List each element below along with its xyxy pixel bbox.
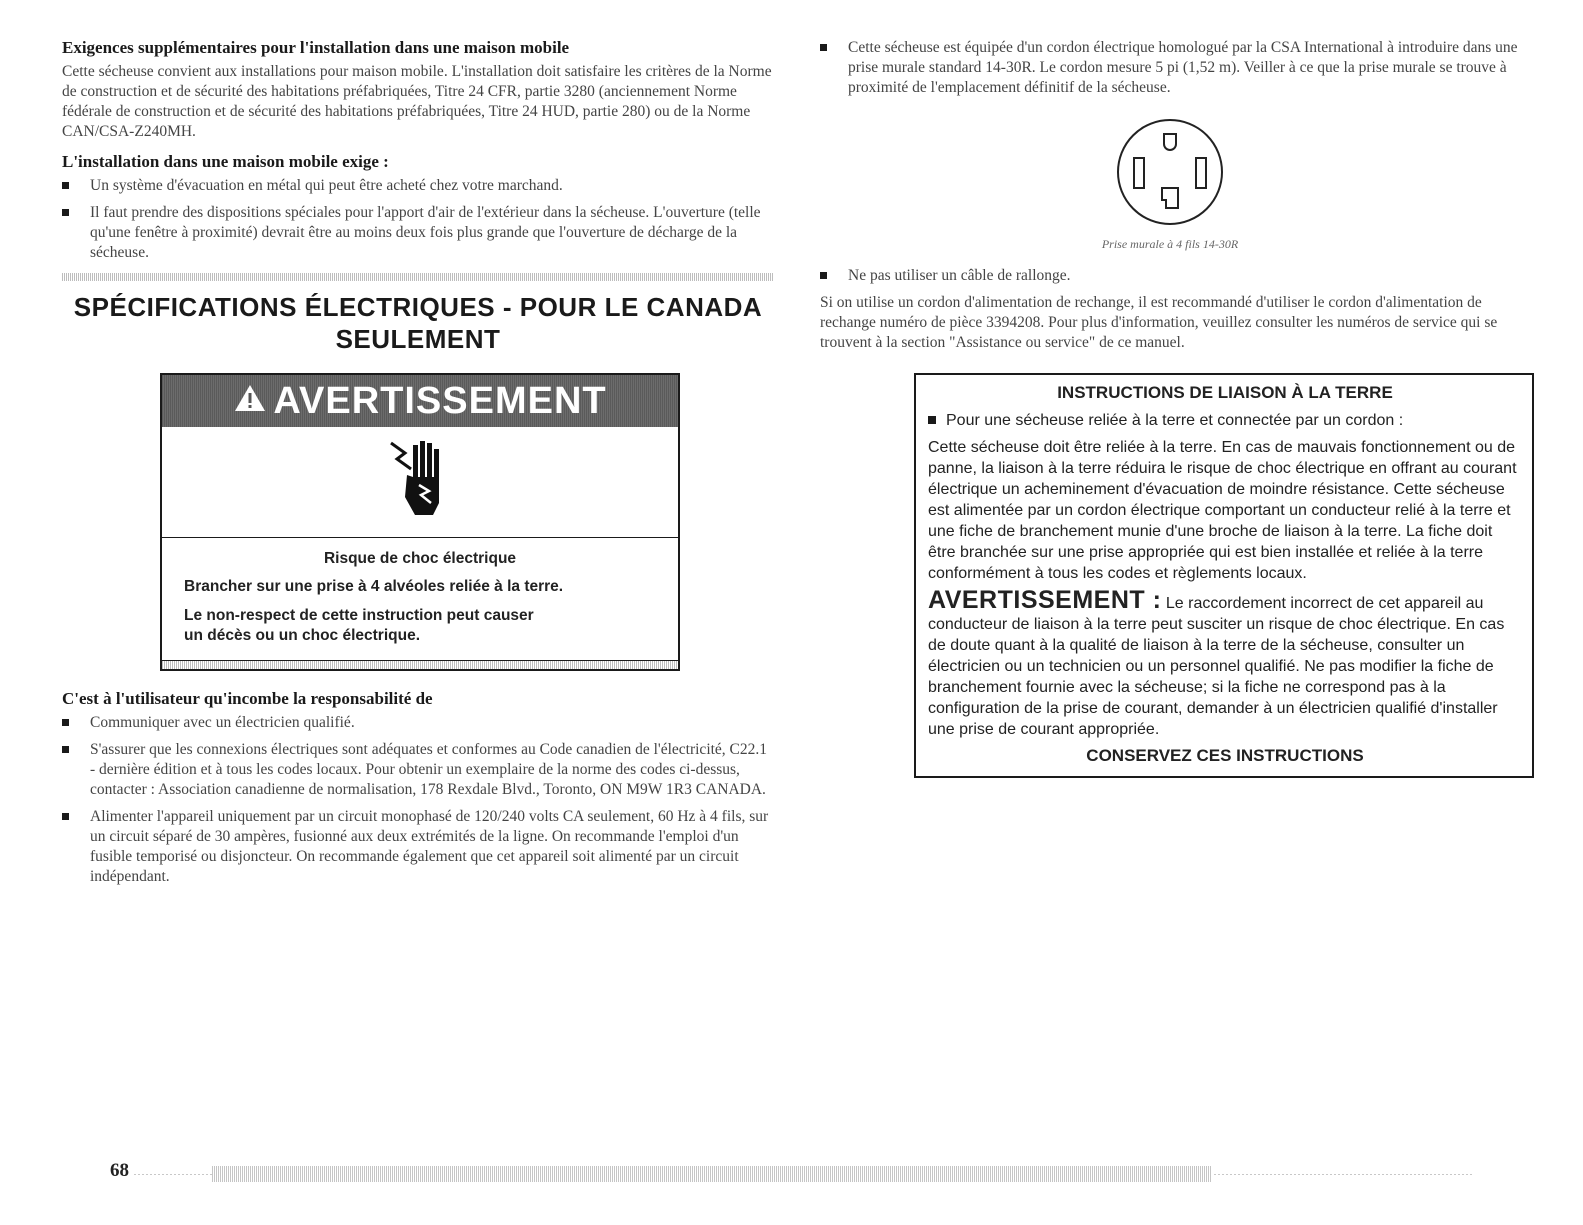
responsibility-title: C'est à l'utilisateur qu'incombe la responsabilité de [62,689,433,708]
outlet-caption: Prise murale à 4 fils 14-30R [1101,237,1239,251]
outlet-diagram-icon [820,116,1520,233]
cord-list [820,38,1520,98]
warning-header: AVERTISSEMENT [162,375,678,427]
section-divider [62,273,774,281]
list-item: Alimenter l'appareil uniquement par un circuit monophasé de 120/240 volts CA seulement, 60 Hz à 4 fils, sur un circuit séparé de 30 ampères, fusionné aux deux extrémités de la ligne. On recommande l'emploi d'un fusible temporisé ou disjoncteur. On recommande également que cet appareil soit alimenté par un circuit indépendant. [62,807,774,887]
mobile-requires-title: L'installation dans une maison mobile exige : [62,152,389,171]
page-footer [84,1160,1484,1184]
responsibility-list [62,713,774,887]
warning-footer-band [162,660,678,669]
bullet-square-icon [62,719,69,726]
grounding-body: Cette sécheuse doit être reliée à la terre. En cas de mauvais fonctionnement ou de panne, la liaison à la terre réduira le risque de choc électrique en offrant au courant électrique un acheminement d'évacuation de moindre résistance. Cette sécheuse est alimentée par un cordon électrique comportant un conducteur relié à la terre et une fiche de branchement munie d'une broche de liaison à la terre. La fiche doit être branchée sur une prise appropriée qui est bien installée et reliée à la terre conformément à tous les codes et règlements locaux. [928,439,1517,582]
bullet-square-icon [820,272,827,279]
grounding-footer: CONSERVEZ CES INSTRUCTIONS [1086,746,1364,765]
grounding-bullet: Pour une sécheuse reliée à la terre et connectée par un cordon : [928,411,1522,431]
bullet-square-icon [62,746,69,753]
mobile-home-body: Cette sécheuse convient aux installations pour maison mobile. L'installation doit satisfaire les critères de la Norme de construction et de sécurité des habitations préfabriquées, Titre 24 CFR, partie 3280 (anciennement Norme fédérale de construction et de sécurité des habitations préfabriquées, Titre 24 HUD, partie 280) ou de la Norme CAN/CSA-Z240MH. [62,63,772,140]
warning-box [160,373,680,671]
grounding-warning: AVERTISSEMENT : Le raccordement incorrect de cet appareil au conducteur de liaison à la terre peut susciter un risque de choc électrique. En cas de doute quant à la qualité de liaison à la terre de la sécheuse, consulter un électricien ou un technicien ou un personnel qualifié. Ne pas modifier la fiche de branchement fournie avec la sécheuse; si la fiche ne correspond pas à la configuration de la prise de courant, demander à un électricien qualifié d'installer une prise de courant appropriée. [928,586,1505,738]
page-number: 68 [110,1160,129,1181]
left-column [62,38,774,894]
warning-triangle-icon [233,380,267,423]
grounding-title: INSTRUCTIONS DE LIAISON À LA TERRE [1057,383,1393,402]
list-item: Ne pas utiliser un câble de rallonge. [820,266,1520,286]
bullet-square-icon [62,813,69,820]
bullet-square-icon [62,209,69,216]
right-column [820,38,1520,778]
list-item: Il faut prendre des dispositions spéciales pour l'apport d'air de l'extérieur dans la sécheuse. L'ouverture (telle qu'une fenêtre à proximité) devrait être au moins deux fois plus grande que l'ouverture de décharge de la sécheuse. [62,203,774,263]
warning-text [162,538,678,660]
bullet-square-icon [820,44,827,51]
warning-instruction: Brancher sur une prise à 4 alvéoles reliée à la terre. [184,578,564,595]
extension-list [820,266,1520,286]
bullet-square-icon [62,182,69,189]
footer-band [212,1166,1212,1182]
mobile-requires-list [62,176,774,263]
list-item: Cette sécheuse est équipée d'un cordon électrique homologué par la CSA International à introduire dans une prise murale standard 14-30R. Le cordon mesure 5 pi (1,52 m). Veiller à ce que la prise murale se trouve à proximité de l'emplacement définitif de la sécheuse. [820,38,1520,98]
mobile-home-title: Exigences supplémentaires pour l'installation dans une maison mobile [62,38,570,57]
grounding-instructions-box [914,373,1534,778]
list-item: S'assurer que les connexions électriques sont adéquates et conformes au Code canadien de l'électricité, C22.1 - dernière édition et à tous les codes locaux. Pour obtenir un exemplaire de la norme des codes ci-dessus, contacter : Association canadienne de normalisation, 178 Rexdale Blvd., Toronto, ON M9W 1R3 CANADA. [62,740,774,800]
electric-shock-hand-icon [162,427,678,538]
list-item: Un système d'évacuation en métal qui peut être acheté chez votre marchand. [62,176,774,196]
warning-consequence: Le non-respect de cette instruction peut causer un décès ou un choc électrique. [184,607,534,644]
replacement-cord-body: Si on utilise un cordon d'alimentation de rechange, il est recommandé d'utiliser le cordon d'alimentation de rechange numéro de pièce 3394208. Pour plus d'information, veuillez consulter les numéros de service qui se trouvent à la section "Assistance ou service" de ce manuel. [820,294,1498,351]
grounding-warning-word: AVERTISSEMENT : [928,586,1162,614]
list-item: Communiquer avec un électricien qualifié. [62,713,774,733]
bullet-square-icon [928,416,936,424]
warning-risk: Risque de choc électrique [323,550,517,567]
section-title: SPÉCIFICATIONS ÉLECTRIQUES - POUR LE CANADA SEULEMENT [73,292,763,354]
